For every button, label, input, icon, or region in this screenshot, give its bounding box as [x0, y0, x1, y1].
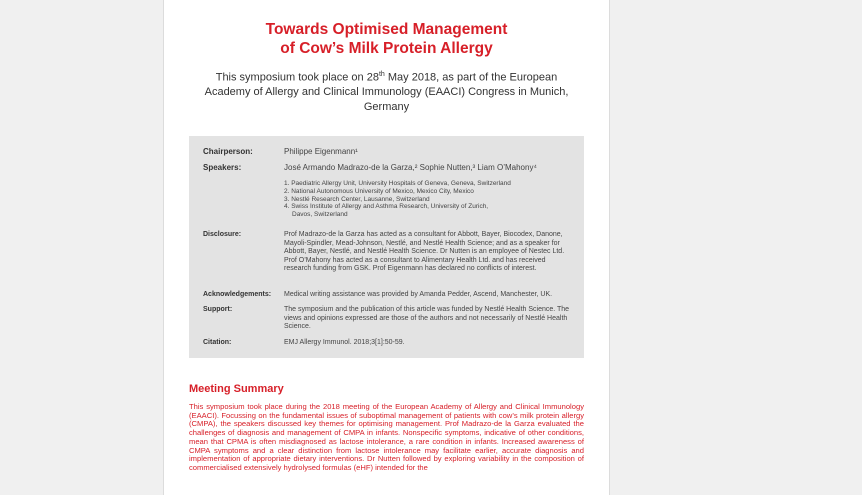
disclosure-label: Disclosure:	[203, 231, 242, 238]
summary-text: This symposium took place during the 2018 meeting of the European Academy of Allergy and Clinical Immunology (EAACI). Focussing on the fundamental issues of suboptimal management of patients with cow’s milk protein allergy (CMPA), the speakers discussed key themes for optimising management. Prof Madrazo-de la Garza evaluated the challenges of diagnosis and management of CMPA in infants. Nonspecific symptoms, indicative of other conditions, mean that CPMA is often misdiagnosed as lactose intolerance, a rare condition in infants. Increased awareness of CMPA symptoms and a clear distinction from lactose intolerance may facilitate earlier, accurate diagnosis and implementation of appropriate dietary interventions. Dr Nutten followed by exploring variability in the composition of commercialised extensively hydrolysed formulas (eHF) intended for the	[189, 402, 584, 472]
acknowledgements-value: Medical writing assistance was provided by Amanda Pedder, Ascend, Manchester, UK.	[284, 291, 553, 298]
speakers-label: Speakers:	[203, 163, 242, 172]
article-title	[164, 20, 609, 58]
acknowledgements-label: Acknowledgements:	[203, 291, 272, 298]
chairperson-value: Philippe Eigenmann¹	[284, 147, 358, 156]
summary-heading: Meeting Summary	[189, 383, 284, 395]
affiliation-item: Davos, Switzerland	[292, 211, 348, 219]
citation-value: EMJ Allergy Immunol. 2018;3[1]:50-59.	[284, 339, 405, 346]
affiliations-list	[284, 180, 574, 219]
chairperson-label: Chairperson:	[203, 147, 253, 156]
support-label: Support:	[203, 306, 233, 313]
document-page	[163, 0, 610, 495]
disclosure-value: Prof Madrazo-de la Garza has acted as a consultant for Abbott, Bayer, Biocodex, Danone, Mayoli-Spindler, Mead-Johnson, Nestlé, and Nestlé Health Science; and as a speaker for Abbott, Bayer, Nestlé, and Nestlé Health Science. Dr Nutten is an employee of Nestec Ltd. Prof O’Mahony has acted as a consultant to Alimentary Health Ltd. and has received research funding from GSK. Prof Eigenmann has declared no conflicts of interest.	[284, 231, 565, 273]
affiliation-item: 2. National Autonomous University of Mexico, Mexico City, Mexico	[284, 187, 474, 195]
speakers-value: José Armando Madrazo-de la Garza,² Sophie Nutten,³ Liam O’Mahony⁴	[284, 163, 537, 172]
article-title-line-1: Towards Optimised Management	[265, 21, 508, 38]
support-value: The symposium and the publication of this article was funded by Nestlé Health Science. The views and opinions expressed are those of the authors and not necessarily of Nestlé Health Science.	[284, 306, 570, 331]
subtitle-sup: th	[378, 71, 385, 78]
affiliation-item: 3. Nestlé Research Center, Lausanne, Switzerland	[284, 195, 430, 203]
info-box	[189, 136, 584, 358]
article-title-line-2: of Cow’s Milk Protein Allergy	[280, 40, 493, 57]
subtitle-post: May 2018, as part of the European Academy of Allergy and Clinical Immunology (EAACI) Congress in Munich, Germany	[204, 71, 569, 113]
affiliation-item: 1. Paediatric Allergy Unit, University Hospitals of Geneva, Geneva, Switzerland	[284, 180, 511, 187]
affiliation-item: 4. Swiss Institute of Allergy and Asthma Research, University of Zurich,	[284, 203, 489, 211]
citation-label: Citation:	[203, 339, 232, 346]
symposium-subtitle	[194, 68, 579, 114]
subtitle-pre: This symposium took place on 28	[215, 71, 379, 84]
